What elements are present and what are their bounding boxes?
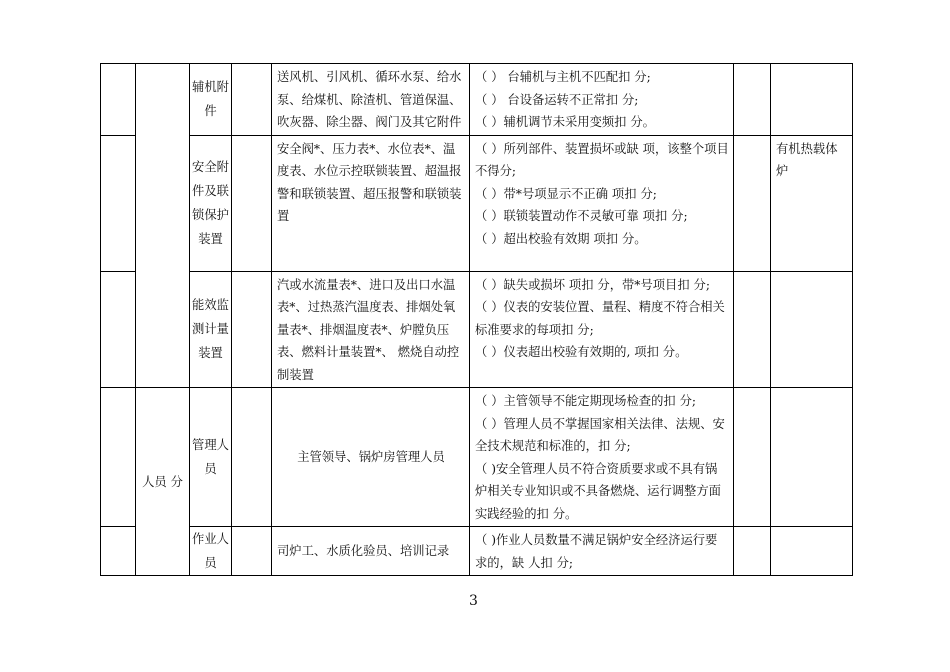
index-cell xyxy=(101,271,136,388)
deduction-line: （ ）带*号项显示不正确 项扣 分; xyxy=(475,186,657,201)
remark-cell xyxy=(771,64,853,136)
deduction-line: （ ） 台设备运转不正常扣 分; xyxy=(475,92,639,107)
deduction-cell xyxy=(470,527,734,576)
group-cell: 人员 分 xyxy=(136,388,190,576)
remark-cell xyxy=(771,271,853,388)
items-cell: 送风机、引风机、循环水泵、给水泵、给煤机、除渣机、管道保温、吹灰器、除尘器、阀门及其它附件 xyxy=(272,64,470,136)
deduction-line: （ ）仪表超出校验有效期的, 项扣 分。 xyxy=(475,345,688,359)
table-row xyxy=(101,271,853,388)
deduction-cell xyxy=(470,135,734,271)
category-cell: 管理人员 xyxy=(190,388,232,527)
page-number: 3 xyxy=(469,593,481,609)
index-cell xyxy=(101,388,136,527)
deduction-line: （ ）联锁装置动作不灵敏可靠 项扣 分; xyxy=(475,209,688,223)
deduction-cell xyxy=(470,271,734,388)
actual-score-cell xyxy=(734,135,771,271)
deduction-cell xyxy=(470,64,734,136)
actual-score-cell xyxy=(734,388,771,527)
actual-score-cell xyxy=(734,527,771,576)
deduction-line: （ ）所列部件、装置损坏或缺 项，该整个项目不得分; xyxy=(475,141,729,178)
index-cell xyxy=(101,135,136,271)
score-cell xyxy=(232,388,272,527)
category-cell: 安全附件及联锁保护装置 xyxy=(190,135,232,271)
index-cell xyxy=(101,64,136,136)
remark-cell xyxy=(771,388,853,527)
deduction-line: （ )安全管理人员不符合资质要求或不具有锅炉相关专业知识或不具备燃烧、运行调整方面实践经验的扣 分。 xyxy=(475,461,721,521)
items-cell: 安全阀*、压力表*、水位表*、温度表、水位示控联锁装置、超温报警和联锁装置、超压报警和联锁装置 xyxy=(272,135,470,271)
deduction-line: （ ） 台辅机与主机不匹配扣 分; xyxy=(475,70,651,84)
deduction-line: （ ）辅机调节未采用变频扣 分。 xyxy=(475,115,655,129)
deduction-line: （ )作业人员数量不满足锅炉安全经济运行要求的，缺 人扣 分; xyxy=(475,533,718,570)
items-cell: 司炉工、水质化验员、培训记录 xyxy=(272,527,470,576)
category-cell: 作业人员 xyxy=(190,527,232,576)
deduction-line: （ ）主管领导不能定期现场检查的扣 分; xyxy=(475,394,697,408)
deduction-line: （ ）管理人员不掌握国家相关法律、法规、安全技术规范和标准的，扣 分; xyxy=(475,416,725,453)
actual-score-cell xyxy=(734,64,771,136)
category-cell: 辅机附件 xyxy=(190,64,232,136)
table-row xyxy=(101,135,853,271)
table-row xyxy=(101,64,853,136)
remark-cell: 有机热载体炉 xyxy=(771,135,853,271)
deduction-line: （ ）超出校验有效期 项扣 分。 xyxy=(475,231,647,246)
score-cell xyxy=(232,527,272,576)
items-cell: 汽或水流量表*、进口及出口水温表*、过热蒸汽温度表、排烟处氧量表*、排烟温度表*、炉膛负压表、燃料计量装置*、 燃烧自动控制装置 xyxy=(272,271,470,388)
score-cell xyxy=(232,64,272,136)
deduction-line: （ ）仪表的安装位置、量程、精度不符合相关标准要求的每项扣 分; xyxy=(475,300,725,337)
actual-score-cell xyxy=(734,271,771,388)
deduction-line: （ ）缺失或损坏 项扣 分，带*号项目扣 分; xyxy=(475,277,710,292)
table-row xyxy=(101,388,853,527)
score-cell xyxy=(232,135,272,271)
category-cell: 能效监测计量装置 xyxy=(190,271,232,388)
remark-cell xyxy=(771,527,853,576)
items-cell: 主管领导、锅炉房管理人员 xyxy=(272,388,470,527)
assessment-table xyxy=(100,63,853,576)
index-cell xyxy=(101,527,136,576)
score-cell xyxy=(232,271,272,388)
page-footer xyxy=(0,593,950,609)
table-row xyxy=(101,527,853,576)
group-cell xyxy=(136,64,190,388)
deduction-cell xyxy=(470,388,734,527)
